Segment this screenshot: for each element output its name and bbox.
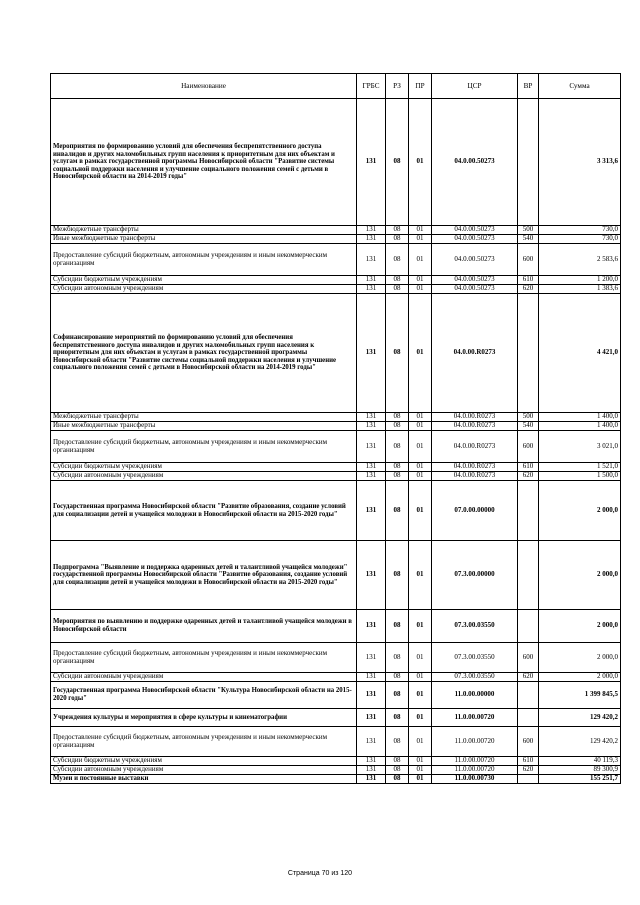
table-row	[51, 472, 621, 481]
cell-grbs: 131	[357, 244, 386, 276]
cell-name: Субсидии бюджетным учреждениям	[51, 757, 357, 766]
cell-rz: 08	[386, 285, 409, 294]
cell-sum: 1 521,0	[539, 463, 621, 472]
cell-pr: 01	[409, 775, 432, 784]
cell-grbs: 131	[357, 285, 386, 294]
cell-csr: 04.0.00.R0273	[432, 431, 518, 463]
cell-vr	[518, 99, 539, 226]
table-body	[51, 99, 621, 784]
col-header-pr: ПР	[409, 74, 432, 99]
cell-csr: 04.0.00.R0273	[432, 413, 518, 422]
cell-rz: 08	[386, 99, 409, 226]
cell-vr	[518, 682, 539, 709]
cell-pr: 01	[409, 285, 432, 294]
cell-vr	[518, 481, 539, 541]
cell-name: Субсидии автономным учреждениям	[51, 285, 357, 294]
cell-name: Иные межбюджетные трансферты	[51, 422, 357, 431]
cell-csr: 11.0.00.00720	[432, 757, 518, 766]
cell-name: Субсидии бюджетным учреждениям	[51, 463, 357, 472]
cell-csr: 04.0.00.R0273	[432, 463, 518, 472]
cell-pr: 01	[409, 766, 432, 775]
cell-grbs: 131	[357, 481, 386, 541]
cell-pr: 01	[409, 472, 432, 481]
cell-vr: 610	[518, 276, 539, 285]
cell-csr: 04.0.00.50273	[432, 244, 518, 276]
cell-rz: 08	[386, 766, 409, 775]
cell-rz: 08	[386, 481, 409, 541]
cell-rz: 08	[386, 709, 409, 727]
cell-vr	[518, 610, 539, 643]
cell-vr	[518, 294, 539, 413]
cell-rz: 08	[386, 413, 409, 422]
cell-rz: 08	[386, 463, 409, 472]
cell-name: Субсидии автономным учреждениям	[51, 673, 357, 682]
cell-sum: 1 400,0	[539, 422, 621, 431]
budget-table	[50, 73, 621, 784]
cell-name: Субсидии автономным учреждениям	[51, 472, 357, 481]
cell-csr: 04.0.00.R0273	[432, 472, 518, 481]
cell-csr: 11.0.00.00720	[432, 766, 518, 775]
cell-pr: 01	[409, 463, 432, 472]
table-row	[51, 294, 621, 413]
cell-pr: 01	[409, 727, 432, 757]
table-row	[51, 276, 621, 285]
table-row	[51, 481, 621, 541]
cell-grbs: 131	[357, 276, 386, 285]
cell-name: Мероприятия по формированию условий для обеспечения беспрепятственного доступа инвалидов и других маломобильных групп населения к приоритетным для них объектам и услугам в рамках государственной программы Новосибирской области "Развитие системы социальной поддержки населения и улучшение социального положения семей с детьми в Новосибирской области на 2014-2019 годы"	[51, 99, 357, 226]
cell-grbs: 131	[357, 541, 386, 610]
cell-pr: 01	[409, 276, 432, 285]
table-row	[51, 643, 621, 673]
table-row	[51, 682, 621, 709]
cell-grbs: 131	[357, 709, 386, 727]
cell-rz: 08	[386, 541, 409, 610]
table-row	[51, 244, 621, 276]
cell-pr: 01	[409, 244, 432, 276]
table-row	[51, 431, 621, 463]
cell-sum: 3 313,6	[539, 99, 621, 226]
cell-grbs: 131	[357, 431, 386, 463]
cell-name: Музеи и постоянные выставки	[51, 775, 357, 784]
cell-csr: 04.0.00.50273	[432, 235, 518, 244]
table-row	[51, 463, 621, 472]
cell-vr	[518, 541, 539, 610]
table-row	[51, 757, 621, 766]
cell-sum: 89 300,9	[539, 766, 621, 775]
table-row	[51, 235, 621, 244]
cell-grbs: 131	[357, 775, 386, 784]
cell-pr: 01	[409, 431, 432, 463]
cell-csr: 04.0.00.50273	[432, 226, 518, 235]
cell-name: Межбюджетные трансферты	[51, 413, 357, 422]
cell-vr	[518, 775, 539, 784]
cell-rz: 08	[386, 682, 409, 709]
cell-grbs: 131	[357, 235, 386, 244]
cell-rz: 08	[386, 727, 409, 757]
cell-pr: 01	[409, 643, 432, 673]
cell-sum: 730,0	[539, 235, 621, 244]
cell-csr: 11.0.00.00720	[432, 727, 518, 757]
cell-sum: 129 420,2	[539, 709, 621, 727]
cell-rz: 08	[386, 431, 409, 463]
cell-name: Межбюджетные трансферты	[51, 226, 357, 235]
col-header-sum: Сумма	[539, 74, 621, 99]
cell-csr: 11.0.00.00000	[432, 682, 518, 709]
cell-grbs: 131	[357, 422, 386, 431]
table-row	[51, 422, 621, 431]
cell-vr: 500	[518, 226, 539, 235]
cell-sum: 1 500,0	[539, 472, 621, 481]
cell-sum: 730,0	[539, 226, 621, 235]
cell-vr: 540	[518, 422, 539, 431]
cell-rz: 08	[386, 643, 409, 673]
cell-csr: 11.0.00.00720	[432, 709, 518, 727]
cell-pr: 01	[409, 226, 432, 235]
cell-csr: 07.3.00.00000	[432, 541, 518, 610]
cell-pr: 01	[409, 422, 432, 431]
cell-pr: 01	[409, 673, 432, 682]
cell-pr: 01	[409, 757, 432, 766]
cell-pr: 01	[409, 610, 432, 643]
cell-sum: 129 420,2	[539, 727, 621, 757]
cell-grbs: 131	[357, 757, 386, 766]
col-header-vr: ВР	[518, 74, 539, 99]
cell-sum: 3 021,0	[539, 431, 621, 463]
cell-name: Подпрограмма "Выявление и поддержка одаренных детей и талантливой учащейся молодежи" государственной программы Новосибирской области "Развитие образования, создание условий для социализации детей и учащейся молодежи в Новосибирской области на 2015-2020 годы"	[51, 541, 357, 610]
cell-rz: 08	[386, 422, 409, 431]
cell-vr: 620	[518, 472, 539, 481]
cell-sum: 2 583,6	[539, 244, 621, 276]
cell-vr: 600	[518, 727, 539, 757]
cell-rz: 08	[386, 294, 409, 413]
cell-csr: 07.3.00.03550	[432, 643, 518, 673]
table-row	[51, 775, 621, 784]
cell-vr: 610	[518, 757, 539, 766]
cell-pr: 01	[409, 413, 432, 422]
cell-sum: 1 400,0	[539, 413, 621, 422]
cell-sum: 2 000,0	[539, 541, 621, 610]
cell-vr: 620	[518, 285, 539, 294]
cell-pr: 01	[409, 294, 432, 413]
cell-vr: 600	[518, 431, 539, 463]
cell-pr: 01	[409, 709, 432, 727]
cell-grbs: 131	[357, 413, 386, 422]
cell-grbs: 131	[357, 610, 386, 643]
cell-sum: 2 000,0	[539, 481, 621, 541]
cell-grbs: 131	[357, 766, 386, 775]
table-row	[51, 541, 621, 610]
cell-name: Субсидии автономным учреждениям	[51, 766, 357, 775]
cell-sum: 1 399 845,5	[539, 682, 621, 709]
col-header-name: Наименование	[51, 74, 357, 99]
cell-name: Предоставление субсидий бюджетным, автономным учреждениям и иным некоммерческим организациям	[51, 431, 357, 463]
cell-name: Субсидии бюджетным учреждениям	[51, 276, 357, 285]
cell-rz: 08	[386, 775, 409, 784]
cell-grbs: 131	[357, 226, 386, 235]
cell-sum: 4 421,0	[539, 294, 621, 413]
cell-sum: 40 119,3	[539, 757, 621, 766]
cell-grbs: 131	[357, 727, 386, 757]
cell-name: Предоставление субсидий бюджетным, автономным учреждениям и иным некоммерческим организациям	[51, 244, 357, 276]
cell-csr: 04.0.00.50273	[432, 276, 518, 285]
cell-grbs: 131	[357, 463, 386, 472]
cell-vr: 600	[518, 244, 539, 276]
cell-sum: 2 000,0	[539, 643, 621, 673]
cell-sum: 1 200,0	[539, 276, 621, 285]
cell-csr: 04.0.00.R0273	[432, 294, 518, 413]
table-row	[51, 413, 621, 422]
cell-sum: 1 383,6	[539, 285, 621, 294]
cell-name: Софинансирование мероприятий по формированию условий для обеспечения беспрепятственного доступа инвалидов и других маломобильных групп населения к приоритетным для них объектам и услугам в рамках государственной программы Новосибирской области "Развитие системы социальной поддержки населения и улучшение социального положения семей с детьми в Новосибирской области на 2014-2019 годы"	[51, 294, 357, 413]
cell-rz: 08	[386, 235, 409, 244]
cell-vr	[518, 709, 539, 727]
table-row	[51, 727, 621, 757]
table-row	[51, 285, 621, 294]
cell-name: Мероприятия по выявлению и поддержке одаренных детей и талантливой учащейся молодежи в Новосибирской области	[51, 610, 357, 643]
cell-pr: 01	[409, 235, 432, 244]
table-row	[51, 99, 621, 226]
col-header-csr: ЦСР	[432, 74, 518, 99]
cell-csr: 07.3.00.03550	[432, 610, 518, 643]
page-footer: Страница 70 из 120	[287, 870, 353, 877]
cell-csr: 07.3.00.03550	[432, 673, 518, 682]
cell-sum: 2 000,0	[539, 610, 621, 643]
cell-csr: 11.0.00.00730	[432, 775, 518, 784]
cell-vr: 620	[518, 673, 539, 682]
cell-rz: 08	[386, 610, 409, 643]
cell-name: Государственная программа Новосибирской области "Развитие образования, создание условий для социализации детей и учащейся молодежи в Новосибирской области на 2015-2020 годы"	[51, 481, 357, 541]
cell-sum: 155 251,7	[539, 775, 621, 784]
cell-csr: 07.0.00.00000	[432, 481, 518, 541]
cell-grbs: 131	[357, 682, 386, 709]
cell-pr: 01	[409, 481, 432, 541]
cell-grbs: 131	[357, 99, 386, 226]
cell-rz: 08	[386, 472, 409, 481]
table-row	[51, 610, 621, 643]
cell-grbs: 131	[357, 673, 386, 682]
cell-rz: 08	[386, 757, 409, 766]
cell-grbs: 131	[357, 472, 386, 481]
cell-vr: 540	[518, 235, 539, 244]
table-row	[51, 673, 621, 682]
col-header-grbs: ГРБС	[357, 74, 386, 99]
cell-pr: 01	[409, 99, 432, 226]
cell-vr: 600	[518, 643, 539, 673]
cell-csr: 04.0.00.50273	[432, 285, 518, 294]
cell-rz: 08	[386, 244, 409, 276]
cell-name: Иные межбюджетные трансферты	[51, 235, 357, 244]
table-row	[51, 766, 621, 775]
cell-pr: 01	[409, 682, 432, 709]
table-row	[51, 709, 621, 727]
cell-csr: 04.0.00.50273	[432, 99, 518, 226]
cell-sum: 2 000,0	[539, 673, 621, 682]
cell-name: Учреждения культуры и мероприятия в сфере культуры и кинематографии	[51, 709, 357, 727]
cell-vr: 610	[518, 463, 539, 472]
cell-grbs: 131	[357, 294, 386, 413]
cell-rz: 08	[386, 226, 409, 235]
cell-pr: 01	[409, 541, 432, 610]
cell-grbs: 131	[357, 643, 386, 673]
cell-name: Предоставление субсидий бюджетным, автономным учреждениям и иным некоммерческим организациям	[51, 727, 357, 757]
header-row	[51, 74, 621, 99]
cell-name: Государственная программа Новосибирской области "Культура Новосибирской области на 2015-2020 годы"	[51, 682, 357, 709]
cell-vr: 620	[518, 766, 539, 775]
table-row	[51, 226, 621, 235]
cell-name: Предоставление субсидий бюджетным, автономным учреждениям и иным некоммерческим организациям	[51, 643, 357, 673]
col-header-rz: РЗ	[386, 74, 409, 99]
cell-csr: 04.0.00.R0273	[432, 422, 518, 431]
cell-rz: 08	[386, 276, 409, 285]
cell-rz: 08	[386, 673, 409, 682]
cell-vr: 500	[518, 413, 539, 422]
